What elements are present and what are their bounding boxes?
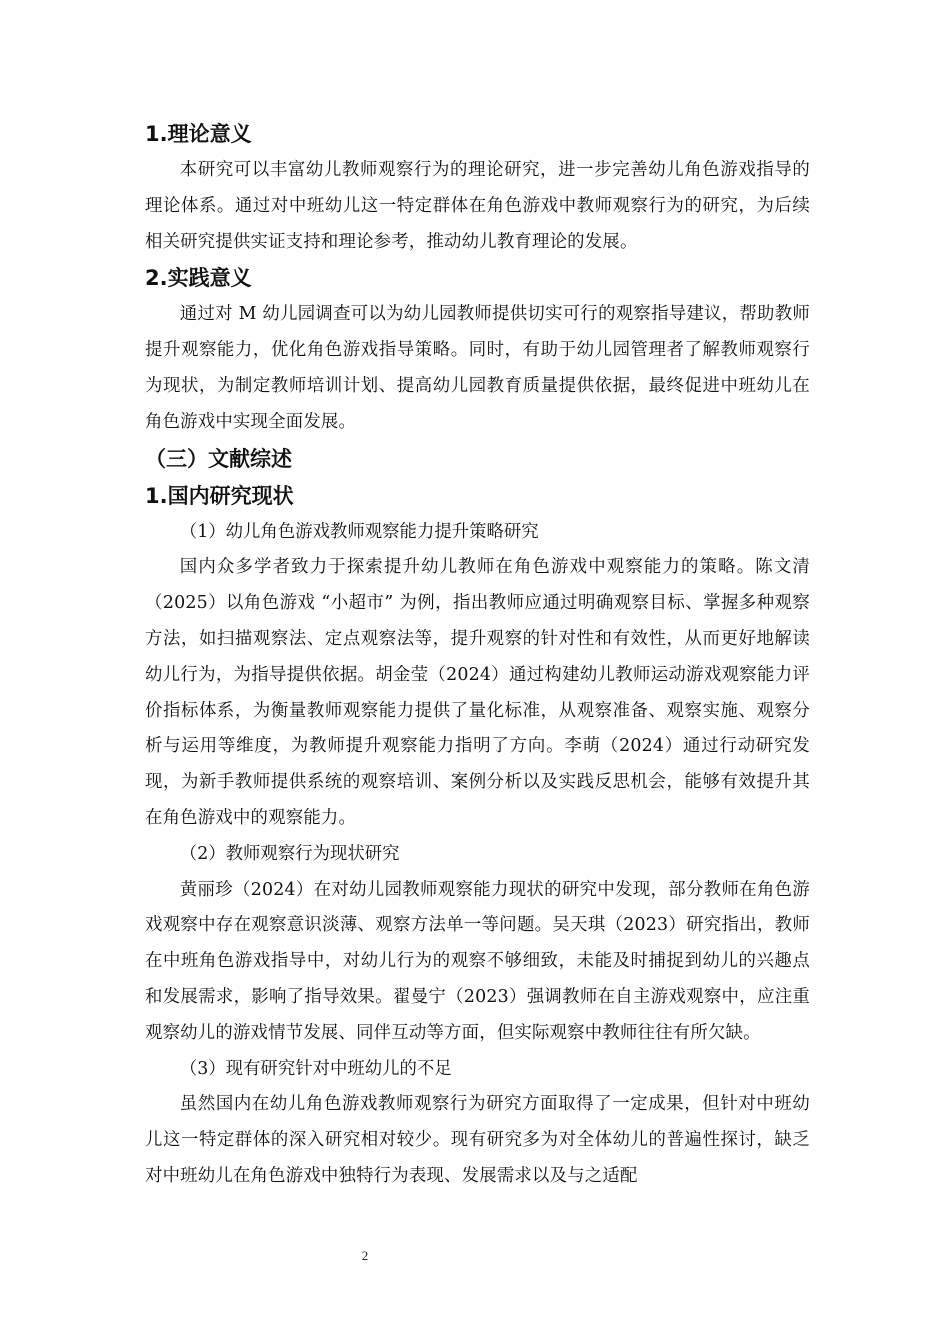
paragraph-research-gaps: 虽然国内在幼儿角色游戏教师观察行为研究方面取得了一定成果，但针对中班幼儿这一特定群体的深入研究相对较少。现有研究多为对全体幼儿的普遍性探讨，缺乏对中班幼儿在角色游戏中独特行为表现、发展需求以及与之适配	[145, 1094, 810, 1186]
section-heading-practical-significance: 2.实践意义	[145, 266, 252, 291]
page-number: 2	[361, 1248, 369, 1263]
paragraph-practical-significance: 通过对 M 幼儿园调查可以为幼儿园教师提供切实可行的观察指导建议，帮助教师提升观察能力，优化角色游戏指导策略。同时，有助于幼儿园管理者了解教师观察行为现状，为制定教师培训计划、提高幼儿园教育质量提供依据，最终促进中班幼儿在角色游戏中实现全面发展。	[145, 304, 810, 432]
body-text	[145, 116, 810, 1195]
paragraph-strategy-research: 国内众多学者致力于探索提升幼儿教师在角色游戏中观察能力的策略。陈文清（2025）以角色游戏 “小超市” 为例，指出教师应通过明确观察目标、掌握多种观察方法，如扫描观察法、定点观察法等，提升观察的针对性和有效性，从而更好地解读幼儿行为，为指导提供依据。胡金莹（2024）通过构建幼儿教师运动游戏观察能力评价指标体系，为衡量教师观察能力提供了量化标准，从观察准备、观察实施、观察分析与运用等维度，为教师提升观察能力指明了方向。李萌（2024）通过行动研究发现，为新手教师提供系统的观察培训、案例分析以及实践反思机会，能够有效提升其在角色游戏中的观察能力。	[145, 557, 810, 828]
paragraph-status-research: 黄丽珍（2024）在对幼儿园教师观察能力现状的研究中发现，部分教师在角色游戏观察中存在观察意识淡薄、观察方法单一等问题。吴天琪（2023）研究指出，教师在中班角色游戏指导中，对幼儿行为的观察不够细致，未能及时捕捉到幼儿的兴趣点和发展需求，影响了指导效果。翟曼宁（2023）强调教师在自主游戏观察中，应注重观察幼儿的游戏情节发展、同伴互动等方面，但实际观察中教师往往有所欠缺。	[145, 879, 810, 1043]
subheading-status-research: （2）教师观察行为现状研究	[179, 843, 400, 864]
section-heading-theoretical-significance: 1.理论意义	[145, 122, 252, 146]
section-heading-domestic-research: 1.国内研究现状	[145, 483, 294, 508]
subheading-strategy-research: （1）幼儿角色游戏教师观察能力提升策略研究	[179, 521, 539, 542]
paragraph-theoretical-significance: 本研究可以丰富幼儿教师观察行为的理论研究，进一步完善幼儿角色游戏指导的理论体系。通过对中班幼儿这一特定群体在角色游戏中教师观察行为的研究，为后续相关研究提供实证支持和理论参考，推动幼儿教育理论的发展。	[145, 160, 810, 252]
subheading-research-gaps: （3）现有研究针对中班幼儿的不足	[179, 1058, 452, 1079]
chapter-heading-literature-review: （三）文献综述	[145, 446, 292, 471]
